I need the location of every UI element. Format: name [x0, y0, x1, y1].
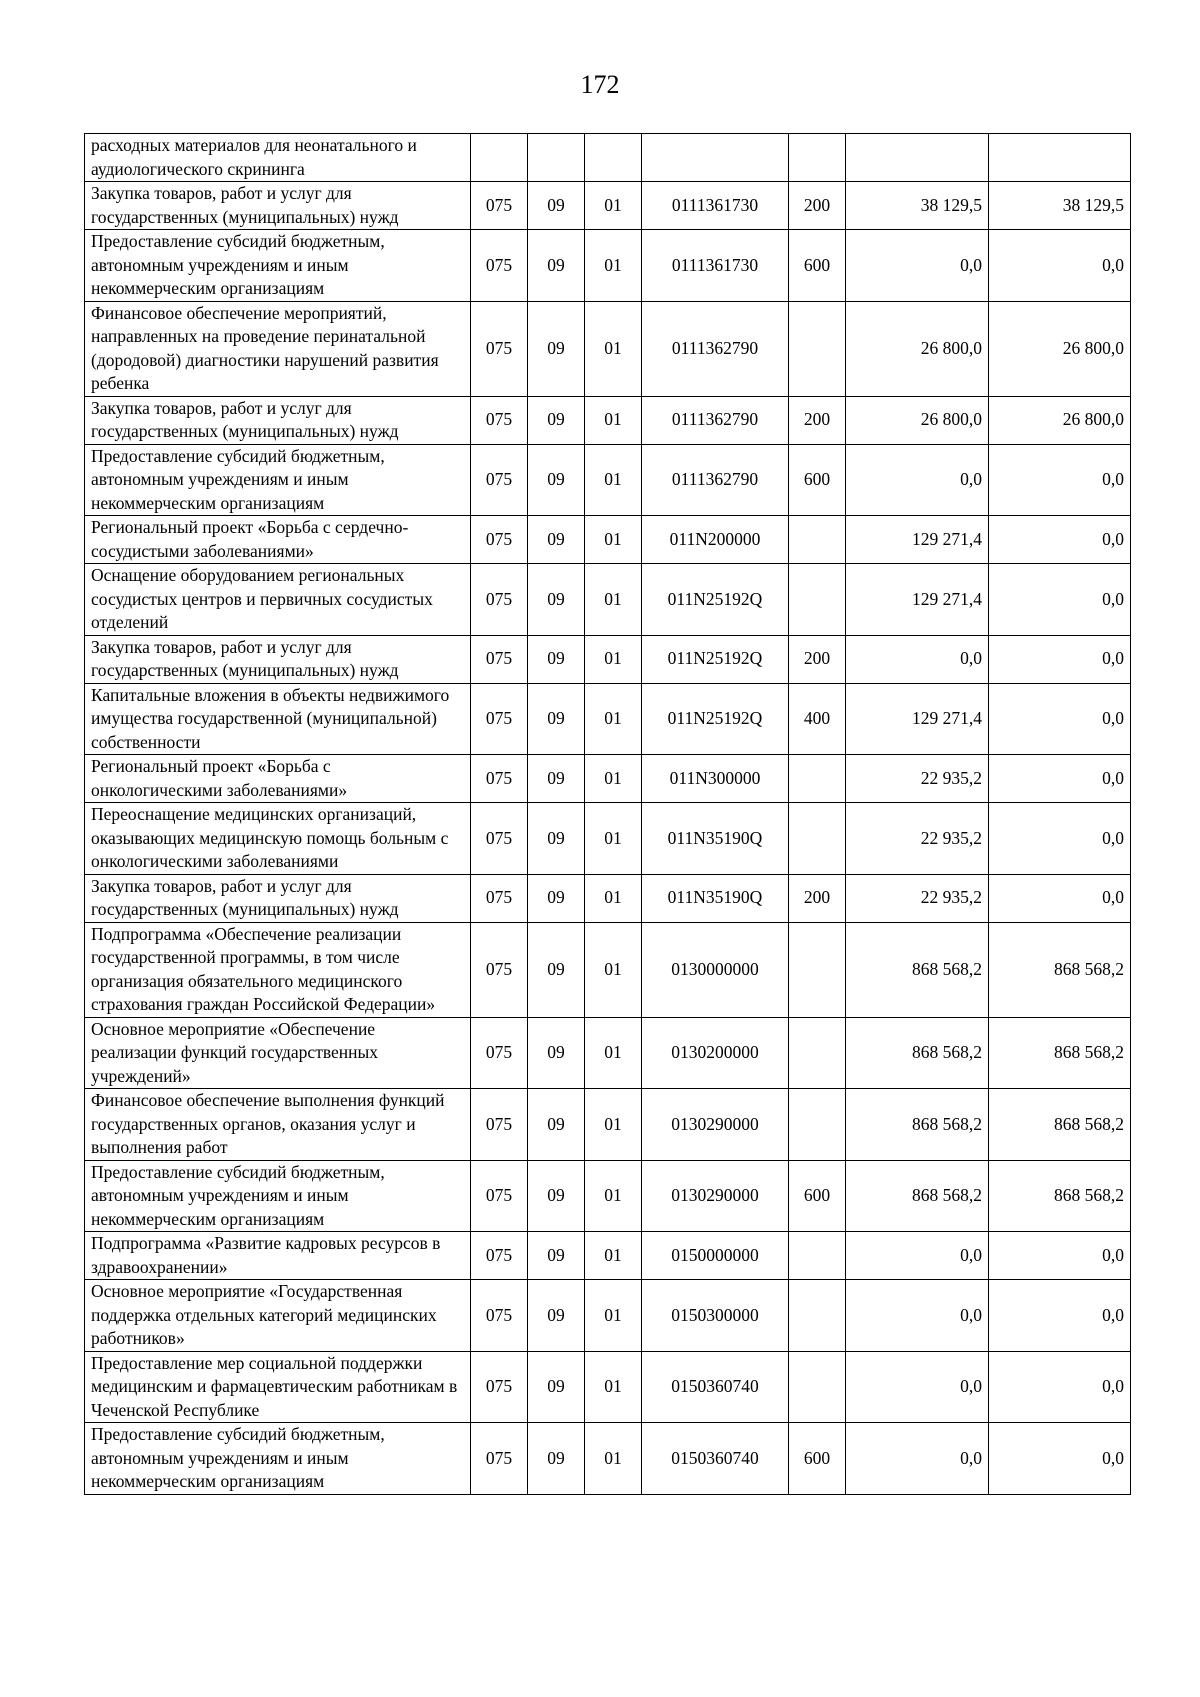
cell-target-article: 011N25192Q: [642, 635, 789, 683]
cell-target-article: 0130290000: [642, 1160, 789, 1232]
cell-expense-type: 600: [789, 230, 846, 302]
cell-subsection: 01: [585, 1351, 642, 1423]
cell-ministry-code: 075: [471, 230, 528, 302]
cell-amount-2: 868 568,2: [989, 1089, 1131, 1161]
cell-target-article: 0130000000: [642, 922, 789, 1017]
cell-target-article: 0111361730: [642, 182, 789, 230]
table-row: [85, 1232, 1131, 1280]
cell-expense-type: 600: [789, 1423, 846, 1495]
cell-ministry-code: 075: [471, 755, 528, 803]
cell-name: расходных материалов для неонатального и аудиологического скрининга: [85, 134, 471, 182]
cell-expense-type: [789, 1351, 846, 1423]
table-body: [85, 134, 1131, 1495]
cell-amount-1: 26 800,0: [846, 396, 989, 444]
cell-name: Капитальные вложения в объекты недвижимого имущества государственной (муниципальной) собственности: [85, 683, 471, 755]
cell-target-article: 0111362790: [642, 444, 789, 516]
cell-expense-type: [789, 1232, 846, 1280]
table-row: [85, 635, 1131, 683]
cell-section: 09: [528, 803, 585, 875]
cell-amount-2: 0,0: [989, 1351, 1131, 1423]
cell-subsection: 01: [585, 1160, 642, 1232]
cell-section: 09: [528, 1423, 585, 1495]
cell-amount-2: 868 568,2: [989, 922, 1131, 1017]
cell-ministry-code: [471, 134, 528, 182]
cell-expense-type: [789, 1089, 846, 1161]
cell-section: 09: [528, 874, 585, 922]
cell-ministry-code: 075: [471, 803, 528, 875]
table-row: [85, 134, 1131, 182]
cell-section: 09: [528, 1017, 585, 1089]
cell-ministry-code: 075: [471, 1160, 528, 1232]
cell-name: Закупка товаров, работ и услуг для государственных (муниципальных) нужд: [85, 874, 471, 922]
cell-subsection: 01: [585, 1232, 642, 1280]
cell-amount-1: [846, 134, 989, 182]
cell-target-article: 0130200000: [642, 1017, 789, 1089]
cell-subsection: 01: [585, 301, 642, 396]
cell-amount-2: 0,0: [989, 444, 1131, 516]
cell-expense-type: [789, 301, 846, 396]
cell-ministry-code: 075: [471, 874, 528, 922]
cell-expense-type: [789, 564, 846, 636]
cell-subsection: 01: [585, 1089, 642, 1161]
cell-section: 09: [528, 683, 585, 755]
cell-section: 09: [528, 1280, 585, 1352]
cell-amount-2: 0,0: [989, 1232, 1131, 1280]
cell-target-article: 011N25192Q: [642, 683, 789, 755]
cell-amount-2: 26 800,0: [989, 396, 1131, 444]
cell-section: 09: [528, 922, 585, 1017]
cell-amount-1: 868 568,2: [846, 1160, 989, 1232]
cell-amount-1: 22 935,2: [846, 803, 989, 875]
cell-amount-1: 129 271,4: [846, 516, 989, 564]
cell-amount-1: 22 935,2: [846, 874, 989, 922]
cell-target-article: 0150360740: [642, 1351, 789, 1423]
cell-expense-type: 200: [789, 396, 846, 444]
cell-target-article: 0150300000: [642, 1280, 789, 1352]
cell-ministry-code: 075: [471, 1017, 528, 1089]
cell-name: Переоснащение медицинских организаций, оказывающих медицинскую помощь больным с онкологическими заболеваниями: [85, 803, 471, 875]
cell-target-article: 011N35190Q: [642, 803, 789, 875]
cell-subsection: [585, 134, 642, 182]
cell-subsection: 01: [585, 396, 642, 444]
cell-subsection: 01: [585, 874, 642, 922]
cell-name: Региональный проект «Борьба с сердечно-сосудистыми заболеваниями»: [85, 516, 471, 564]
cell-subsection: 01: [585, 444, 642, 516]
table-row: [85, 1351, 1131, 1423]
cell-target-article: 011N300000: [642, 755, 789, 803]
cell-target-article: 0111362790: [642, 301, 789, 396]
cell-amount-1: 0,0: [846, 1280, 989, 1352]
cell-amount-2: 0,0: [989, 874, 1131, 922]
cell-name: Финансовое обеспечение мероприятий, направленных на проведение перинатальной (дородовой) диагностики нарушений развития ребенка: [85, 301, 471, 396]
cell-ministry-code: 075: [471, 922, 528, 1017]
cell-ministry-code: 075: [471, 1423, 528, 1495]
cell-amount-1: 0,0: [846, 1351, 989, 1423]
cell-subsection: 01: [585, 230, 642, 302]
cell-ministry-code: 075: [471, 1351, 528, 1423]
cell-expense-type: [789, 755, 846, 803]
table-row: [85, 1160, 1131, 1232]
cell-ministry-code: 075: [471, 1232, 528, 1280]
cell-target-article: 011N25192Q: [642, 564, 789, 636]
cell-name: Региональный проект «Борьба с онкологическими заболеваниями»: [85, 755, 471, 803]
cell-amount-2: 0,0: [989, 635, 1131, 683]
cell-amount-1: 0,0: [846, 635, 989, 683]
cell-target-article: 0111362790: [642, 396, 789, 444]
cell-expense-type: 400: [789, 683, 846, 755]
cell-ministry-code: 075: [471, 516, 528, 564]
cell-amount-2: 868 568,2: [989, 1160, 1131, 1232]
cell-name: Предоставление субсидий бюджетным, автономным учреждениям и иным некоммерческим организациям: [85, 1160, 471, 1232]
cell-amount-2: 0,0: [989, 564, 1131, 636]
table-row: [85, 1017, 1131, 1089]
cell-name: Подпрограмма «Обеспечение реализации государственной программы, в том числе организация обязательного медицинского страхования граждан Российской Федерации»: [85, 922, 471, 1017]
cell-name: Финансовое обеспечение выполнения функций государственных органов, оказания услуг и выполнения работ: [85, 1089, 471, 1161]
cell-amount-2: 0,0: [989, 516, 1131, 564]
cell-name: Закупка товаров, работ и услуг для государственных (муниципальных) нужд: [85, 182, 471, 230]
cell-section: [528, 134, 585, 182]
cell-amount-2: 0,0: [989, 683, 1131, 755]
cell-target-article: [642, 134, 789, 182]
table-row: [85, 396, 1131, 444]
cell-ministry-code: 075: [471, 1089, 528, 1161]
cell-ministry-code: 075: [471, 683, 528, 755]
cell-expense-type: [789, 803, 846, 875]
cell-subsection: 01: [585, 635, 642, 683]
cell-name: Подпрограмма «Развитие кадровых ресурсов в здравоохранении»: [85, 1232, 471, 1280]
cell-section: 09: [528, 444, 585, 516]
cell-ministry-code: 075: [471, 1280, 528, 1352]
budget-table: [84, 133, 1131, 1495]
table-row: [85, 564, 1131, 636]
cell-section: 09: [528, 635, 585, 683]
cell-name: Предоставление мер социальной поддержки медицинским и фармацевтическим работникам в Чеченской Республике: [85, 1351, 471, 1423]
cell-name: Предоставление субсидий бюджетным, автономным учреждениям и иным некоммерческим организациям: [85, 230, 471, 302]
cell-target-article: 0111361730: [642, 230, 789, 302]
cell-amount-2: 26 800,0: [989, 301, 1131, 396]
cell-subsection: 01: [585, 564, 642, 636]
cell-ministry-code: 075: [471, 444, 528, 516]
cell-expense-type: 600: [789, 1160, 846, 1232]
cell-subsection: 01: [585, 1017, 642, 1089]
table-row: [85, 803, 1131, 875]
cell-amount-2: 0,0: [989, 755, 1131, 803]
cell-subsection: 01: [585, 755, 642, 803]
table-row: [85, 516, 1131, 564]
table-row: [85, 444, 1131, 516]
cell-amount-2: 0,0: [989, 1423, 1131, 1495]
cell-section: 09: [528, 230, 585, 302]
table-row: [85, 301, 1131, 396]
cell-expense-type: 600: [789, 444, 846, 516]
cell-expense-type: 200: [789, 635, 846, 683]
cell-target-article: 0150000000: [642, 1232, 789, 1280]
table-row: [85, 1089, 1131, 1161]
cell-amount-1: 868 568,2: [846, 922, 989, 1017]
cell-name: Закупка товаров, работ и услуг для государственных (муниципальных) нужд: [85, 396, 471, 444]
cell-name: Предоставление субсидий бюджетным, автономным учреждениям и иным некоммерческим организациям: [85, 444, 471, 516]
cell-section: 09: [528, 1351, 585, 1423]
cell-section: 09: [528, 396, 585, 444]
table-row: [85, 683, 1131, 755]
table-row: [85, 1423, 1131, 1495]
cell-expense-type: 200: [789, 182, 846, 230]
cell-name: Основное мероприятие «Государственная поддержка отдельных категорий медицинских работников»: [85, 1280, 471, 1352]
cell-amount-1: 0,0: [846, 230, 989, 302]
table-row: [85, 1280, 1131, 1352]
cell-section: 09: [528, 182, 585, 230]
table-row: [85, 230, 1131, 302]
cell-section: 09: [528, 1160, 585, 1232]
cell-section: 09: [528, 1089, 585, 1161]
cell-expense-type: 200: [789, 874, 846, 922]
cell-amount-1: 38 129,5: [846, 182, 989, 230]
cell-subsection: 01: [585, 516, 642, 564]
cell-subsection: 01: [585, 803, 642, 875]
cell-target-article: 0150360740: [642, 1423, 789, 1495]
cell-amount-1: 129 271,4: [846, 564, 989, 636]
cell-expense-type: [789, 1017, 846, 1089]
cell-section: 09: [528, 1232, 585, 1280]
cell-amount-1: 26 800,0: [846, 301, 989, 396]
cell-section: 09: [528, 564, 585, 636]
cell-ministry-code: 075: [471, 182, 528, 230]
cell-subsection: 01: [585, 1423, 642, 1495]
cell-subsection: 01: [585, 1280, 642, 1352]
cell-amount-1: 868 568,2: [846, 1089, 989, 1161]
cell-target-article: 011N35190Q: [642, 874, 789, 922]
cell-amount-1: 129 271,4: [846, 683, 989, 755]
cell-target-article: 011N200000: [642, 516, 789, 564]
cell-name: Оснащение оборудованием региональных сосудистых центров и первичных сосудистых отделений: [85, 564, 471, 636]
cell-name: Предоставление субсидий бюджетным, автономным учреждениям и иным некоммерческим организациям: [85, 1423, 471, 1495]
cell-ministry-code: 075: [471, 301, 528, 396]
cell-expense-type: [789, 516, 846, 564]
table-row: [85, 182, 1131, 230]
cell-ministry-code: 075: [471, 564, 528, 636]
cell-amount-2: [989, 134, 1131, 182]
cell-section: 09: [528, 755, 585, 803]
cell-target-article: 0130290000: [642, 1089, 789, 1161]
cell-expense-type: [789, 134, 846, 182]
cell-amount-1: 0,0: [846, 444, 989, 516]
cell-section: 09: [528, 301, 585, 396]
cell-subsection: 01: [585, 683, 642, 755]
cell-amount-2: 0,0: [989, 230, 1131, 302]
cell-amount-1: 868 568,2: [846, 1017, 989, 1089]
cell-name: Закупка товаров, работ и услуг для государственных (муниципальных) нужд: [85, 635, 471, 683]
page-number: 172: [580, 70, 620, 99]
table-row: [85, 874, 1131, 922]
cell-ministry-code: 075: [471, 635, 528, 683]
cell-amount-2: 38 129,5: [989, 182, 1131, 230]
cell-amount-2: 868 568,2: [989, 1017, 1131, 1089]
cell-name: Основное мероприятие «Обеспечение реализации функций государственных учреждений»: [85, 1017, 471, 1089]
cell-amount-1: 0,0: [846, 1232, 989, 1280]
cell-amount-1: 22 935,2: [846, 755, 989, 803]
cell-subsection: 01: [585, 182, 642, 230]
table-row: [85, 755, 1131, 803]
cell-amount-2: 0,0: [989, 1280, 1131, 1352]
cell-expense-type: [789, 1280, 846, 1352]
cell-expense-type: [789, 922, 846, 1017]
cell-amount-2: 0,0: [989, 803, 1131, 875]
cell-subsection: 01: [585, 922, 642, 1017]
cell-amount-1: 0,0: [846, 1423, 989, 1495]
cell-section: 09: [528, 516, 585, 564]
cell-ministry-code: 075: [471, 396, 528, 444]
table-row: [85, 922, 1131, 1017]
